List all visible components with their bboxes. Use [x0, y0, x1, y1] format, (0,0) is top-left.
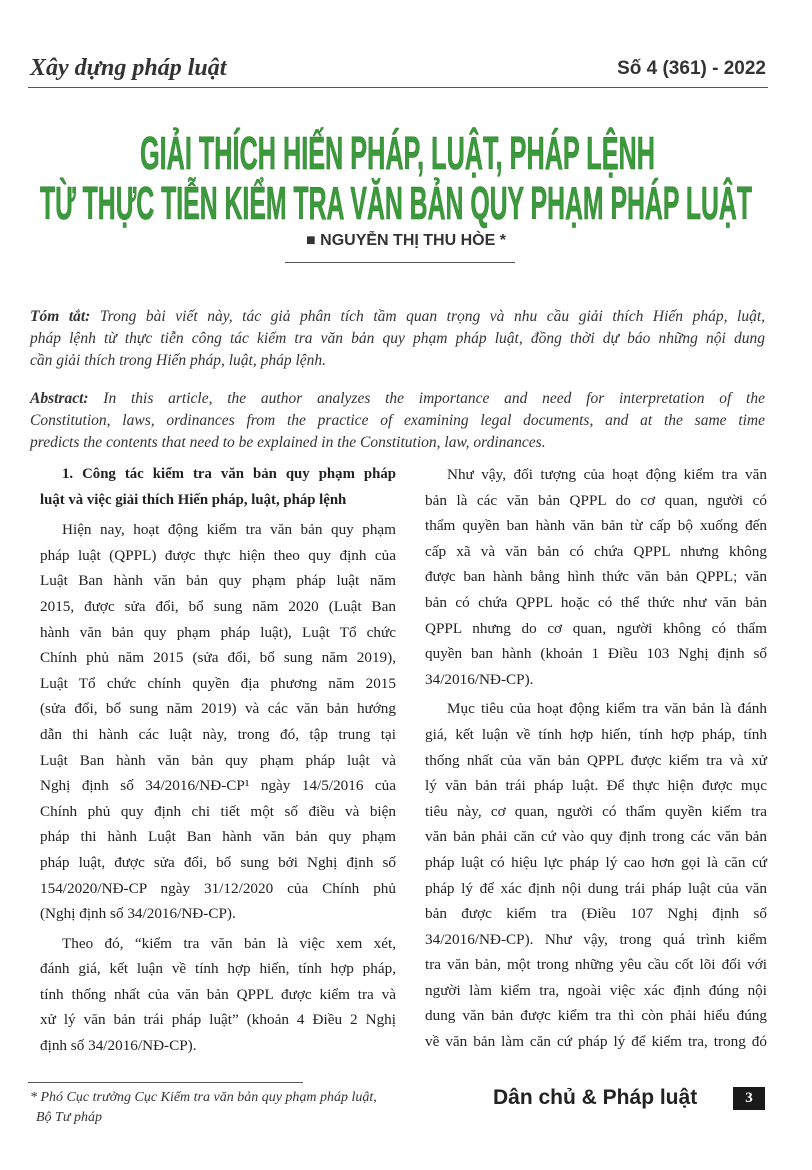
text-line: 1. Công tác kiểm tra văn bản quy phạm pháp: [62, 466, 396, 482]
text-line: Luật Tổ chức chính quyền địa phương năm 2015: [40, 674, 396, 692]
text-line: bản được kiểm tra (Điều 107 Nghị định số: [425, 905, 767, 923]
text-line: đánh giá, kết luận về tính hợp hiến, tính hợp pháp,: [40, 960, 396, 978]
abstract-english: [30, 388, 765, 454]
text-line: dung văn bản được kiểm tra thì còn phải hiểu đúng: [425, 1007, 767, 1025]
article-title-line-1: [140, 123, 655, 179]
text-line: Hiện nay, hoạt động kiểm tra văn bản quy phạm: [62, 521, 396, 539]
text-line: Luật Ban hành văn bản quy phạm pháp luật và: [40, 751, 396, 769]
text-line: giá, kết luận về tính hợp hiến, tính hợp pháp, tính: [425, 725, 767, 743]
text-line: văn bản phải căn cứ vào quy định trong các văn bản: [425, 828, 767, 846]
text-line: hành văn bản quy phạm pháp luật), Luật Tổ chức: [40, 623, 396, 641]
abstract-label: Tóm tắt:: [30, 308, 91, 325]
text-line: định số 34/2016/NĐ-CP).: [40, 1037, 197, 1055]
abstract-line: Trong bài viết này, tác giả phân tích tầm quan trọng và nhu cầu giải thích Hiến pháp, luật,: [90, 308, 765, 325]
article-title-line-2: [40, 173, 752, 229]
text-line: Mục tiêu của hoạt động kiểm tra văn bản là đánh: [447, 700, 767, 718]
page-number: 3: [733, 1087, 765, 1110]
text-line: 34/2016/NĐ-CP). Như vậy, trong quá trình kiểm: [425, 930, 767, 948]
text-line: xử lý văn bản trái pháp luật” (khoản 4 Điều 2 Nghị: [40, 1011, 396, 1029]
text-line: được ban hành bằng hình thức văn bản QPPL; văn: [425, 568, 767, 586]
text-line: Theo đó, “kiểm tra văn bản là việc xem xét,: [62, 934, 396, 952]
author-name: ■ NGUYỄN THỊ THU HÒE *: [306, 232, 506, 249]
text-line: luật và việc giải thích Hiến pháp, luật, pháp lệnh: [40, 491, 347, 508]
body-column-right: [425, 462, 767, 1059]
abstract-line: pháp lệnh từ thực tiễn công tác kiểm tra văn bản quy phạm pháp luật, đồng thời dự báo những nội dung: [30, 330, 765, 347]
body-column-left: [40, 462, 396, 1063]
title-text: GIẢI THÍCH HIẾN PHÁP, LUẬT, PHÁP LỆNH: [140, 127, 655, 179]
text-line: cấp xã và văn bản có chứa QPPL nhưng không: [425, 542, 767, 560]
text-line: về văn bản làm căn cứ pháp lý để kiểm tra, trong đó: [425, 1033, 767, 1051]
text-line: thống nhất của văn bản QPPL được kiểm tra và xử: [425, 751, 767, 769]
abstract-line: Constitution, laws, ordinances from the practice of examining legal documents, and at the same time: [30, 412, 765, 429]
text-line: pháp luật, được sửa đổi, bổ sung bởi Nghị định số: [40, 853, 396, 871]
text-line: pháp luật (QPPL) được thực hiện theo quy định của: [40, 546, 396, 564]
text-line: người làm kiểm tra, ngoài việc xác định đúng nội: [425, 981, 767, 999]
text-line: Chính phủ quy định chi tiết một số điều và biện: [40, 802, 396, 820]
abstract-line: predicts the contents that need to be explained in the Constitution, law, ordinances.: [30, 434, 546, 451]
paragraph: [425, 696, 767, 1054]
text-line: Luật Ban hành văn bản quy phạm pháp luật năm: [40, 572, 396, 590]
journal-name: Dân chủ & Pháp luật: [493, 1086, 698, 1109]
paragraph: [40, 931, 396, 1059]
abstract-line: In this article, the author analyzes the importance and need for interpretation of the: [88, 390, 765, 407]
footnote-line: Bộ Tư pháp: [36, 1110, 102, 1125]
text-line: quyền ban hành (khoản 1 Điều 103 Nghị định số: [425, 645, 767, 663]
title-text: TỪ THỰC TIỄN KIỂM TRA VĂN BẢN QUY PHẠM PHÁP LUẬT: [40, 177, 752, 229]
text-line: lý văn bản trái pháp luật. Để thực hiện được mục: [425, 777, 767, 795]
text-line: Chính phủ năm 2015 (sửa đổi, bổ sung năm 2019),: [40, 649, 396, 667]
text-line: Nghị định số 34/2016/NĐ-CP¹ ngày 14/5/2016 của: [40, 777, 396, 795]
text-line: thẩm quyền ban hành văn bản từ cấp bộ xuống đến: [425, 517, 767, 535]
text-line: 154/2020/NĐ-CP ngày 31/12/2020 của Chính phủ: [40, 879, 396, 897]
text-line: pháp lý để xác định nội dung trái pháp luật của văn: [425, 879, 767, 897]
text-line: 2015, được sửa đổi, bổ sung năm 2020 (Luật Ban: [40, 597, 396, 615]
text-line: (Nghị định số 34/2016/NĐ-CP).: [40, 905, 236, 923]
author-footnote: [30, 1088, 470, 1128]
text-line: tiêu này, cơ quan, người có thẩm quyền kiểm tra: [425, 802, 767, 820]
paragraph: [40, 517, 396, 927]
text-line: pháp luật có hiệu lực pháp lý cao hơn gọi là căn cứ: [425, 853, 767, 871]
author-byline: [0, 232, 812, 250]
text-line: tính thống nhất của văn bản QPPL được kiểm tra và: [40, 985, 396, 1003]
paragraph: [425, 462, 767, 692]
text-line: bản có chứa QPPL hoặc có thể thức như văn bản: [425, 593, 767, 611]
footnote-divider: [28, 1082, 303, 1083]
text-line: QPPL nhưng do cơ quan, người không có thẩm: [425, 619, 767, 637]
author-underline: [285, 262, 515, 263]
issue-number: Số 4 (361) - 2022: [617, 58, 766, 79]
abstract-label: Abstract:: [30, 390, 89, 407]
text-line: dẫn thi hành các luật này, trong đó, tập trung tại: [40, 725, 396, 743]
text-line: bản là các văn bản QPPL do cơ quan, người có: [425, 491, 767, 509]
header-divider: [28, 87, 768, 88]
footnote-line: * Phó Cục trưởng Cục Kiểm tra văn bản quy phạm pháp luật,: [30, 1090, 377, 1105]
section-heading: [40, 462, 396, 513]
text-line: Như vậy, đối tượng của hoạt động kiểm tra văn: [447, 466, 767, 483]
magazine-section-title: Xây dựng pháp luật: [30, 55, 227, 81]
text-line: tra văn bản, một trong những yêu cầu cốt lõi đối với: [425, 956, 767, 974]
text-line: (sửa đổi, bổ sung năm 2019) và các văn bản hướng: [40, 700, 396, 718]
text-line: 34/2016/NĐ-CP).: [425, 670, 534, 688]
abstract-vietnamese: [30, 306, 765, 372]
text-line: pháp thi hành Luật Ban hành văn bản quy phạm: [40, 828, 396, 846]
abstract-line: cần giải thích trong Hiến pháp, luật, pháp lệnh.: [30, 352, 327, 369]
